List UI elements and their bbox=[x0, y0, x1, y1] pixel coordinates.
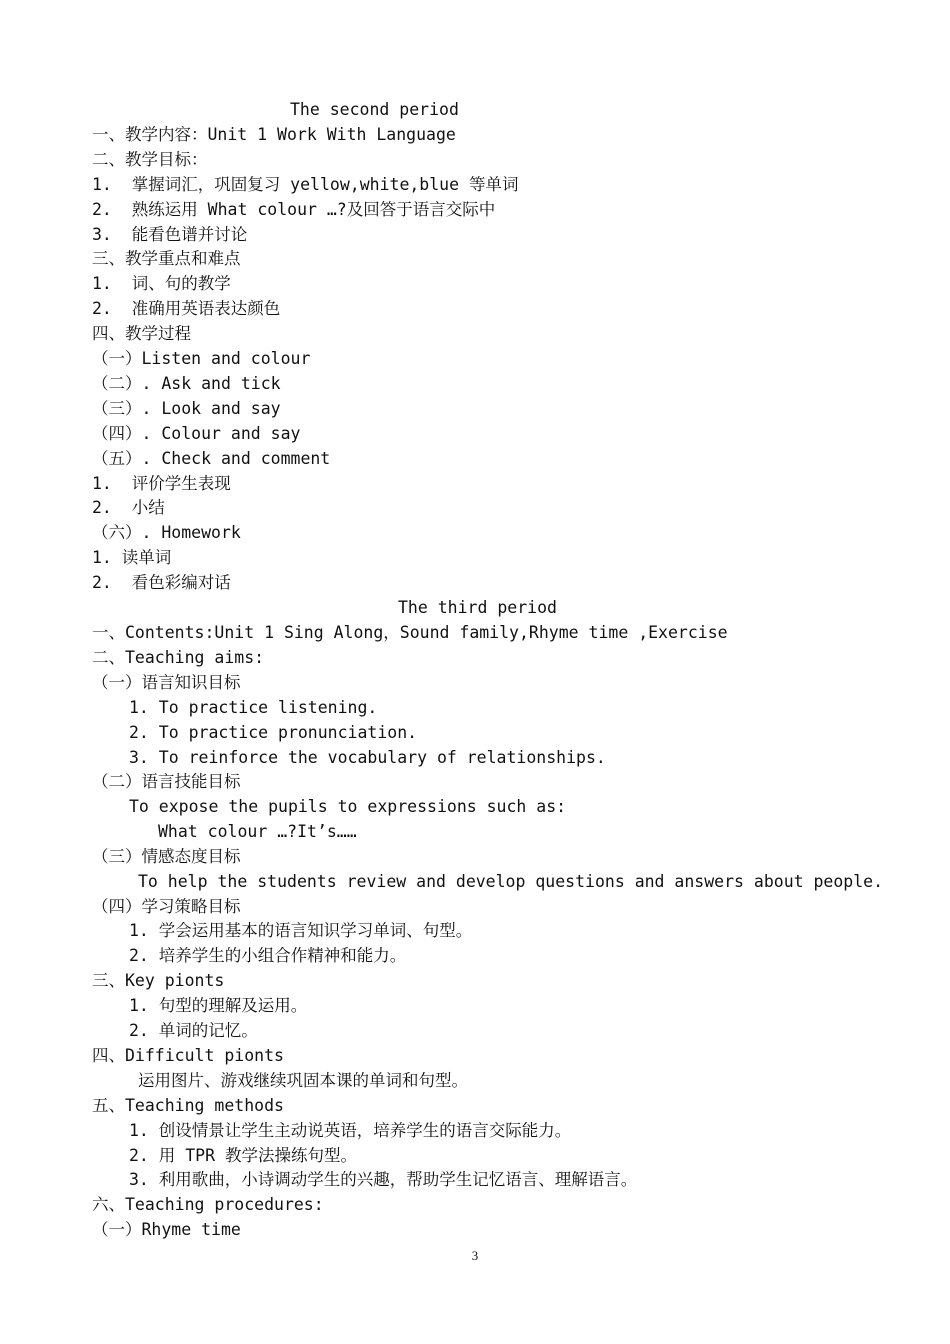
text-line: 2. 准确用英语表达颜色 bbox=[92, 299, 281, 318]
text-line: 六、Teaching procedures: bbox=[92, 1195, 324, 1214]
text-line: 1. 词、句的教学 bbox=[92, 274, 231, 293]
text-line: 2. 培养学生的小组合作精神和能力。 bbox=[129, 946, 407, 965]
text-line: 2. To practice pronunciation. bbox=[129, 723, 418, 742]
text-line: 1. 掌握词汇，巩固复习 yellow,white,blue 等单词 bbox=[92, 175, 519, 194]
text-line: 1. 创设情景让学生主动说英语，培养学生的语言交际能力。 bbox=[129, 1121, 572, 1140]
text-line: 2. 用 TPR 教学法操练句型。 bbox=[129, 1146, 357, 1165]
text-line: （六）. Homework bbox=[92, 523, 241, 542]
text-line: 三、Key pionts bbox=[92, 971, 225, 990]
section-title-third-period: The third period bbox=[398, 598, 557, 617]
text-line: 3. To reinforce the vocabulary of relationships. bbox=[129, 748, 606, 767]
text-line: （一）Rhyme time bbox=[92, 1220, 241, 1239]
text-line: （一）语言知识目标 bbox=[92, 673, 241, 692]
text-line: What colour …?It’s…… bbox=[158, 822, 357, 841]
text-line: 2. 熟练运用 What colour …?及回答于语言交际中 bbox=[92, 200, 496, 219]
text-line: 一、Contents:Unit 1 Sing Along，Sound family,Rhyme time ,Exercise bbox=[92, 623, 728, 642]
text-line: 1. 句型的理解及运用。 bbox=[129, 996, 308, 1015]
text-line: To expose the pupils to expressions such as: bbox=[129, 797, 567, 816]
text-line: 1. 读单词 bbox=[92, 548, 172, 567]
text-line: 五、Teaching methods bbox=[92, 1096, 284, 1115]
text-line: 1. 评价学生表现 bbox=[92, 474, 231, 493]
section-title-second-period: The second period bbox=[290, 100, 459, 119]
text-line: 二、Teaching aims: bbox=[92, 648, 265, 667]
text-line: （五）. Check and comment bbox=[92, 449, 331, 468]
text-line: 三、教学重点和难点 bbox=[92, 249, 241, 268]
text-line: 1. To practice listening. bbox=[129, 698, 378, 717]
text-line: （二）. Ask and tick bbox=[92, 374, 281, 393]
text-line: 3. 利用歌曲，小诗调动学生的兴趣，帮助学生记忆语言、理解语言。 bbox=[129, 1170, 638, 1189]
text-line: To help the students review and develop questions and answers about people. bbox=[138, 872, 884, 891]
text-line: （四）. Colour and say bbox=[92, 424, 301, 443]
text-line: 一、教学内容：Unit 1 Work With Language bbox=[92, 125, 456, 144]
text-line: 四、教学过程 bbox=[92, 324, 191, 343]
text-line: 2. 单词的记忆。 bbox=[129, 1021, 258, 1040]
text-line: 1. 学会运用基本的语言知识学习单词、句型。 bbox=[129, 921, 473, 940]
text-line: 2. 小结 bbox=[92, 498, 165, 517]
page-number: 3 bbox=[471, 1248, 479, 1263]
text-line: 2. 看色彩编对话 bbox=[92, 573, 231, 592]
text-line: 二、教学目标： bbox=[92, 150, 208, 169]
text-line: （三）情感态度目标 bbox=[92, 847, 241, 866]
text-line: 四、Difficult pionts bbox=[92, 1046, 284, 1065]
text-line: （三）. Look and say bbox=[92, 399, 281, 418]
text-line: 3. 能看色谱并讨论 bbox=[92, 225, 248, 244]
text-line: （一）Listen and colour bbox=[92, 349, 311, 368]
text-line: 运用图片、游戏继续巩固本课的单词和句型。 bbox=[138, 1071, 468, 1090]
text-line: （四）学习策略目标 bbox=[92, 897, 241, 916]
text-line: （二）语言技能目标 bbox=[92, 772, 241, 791]
